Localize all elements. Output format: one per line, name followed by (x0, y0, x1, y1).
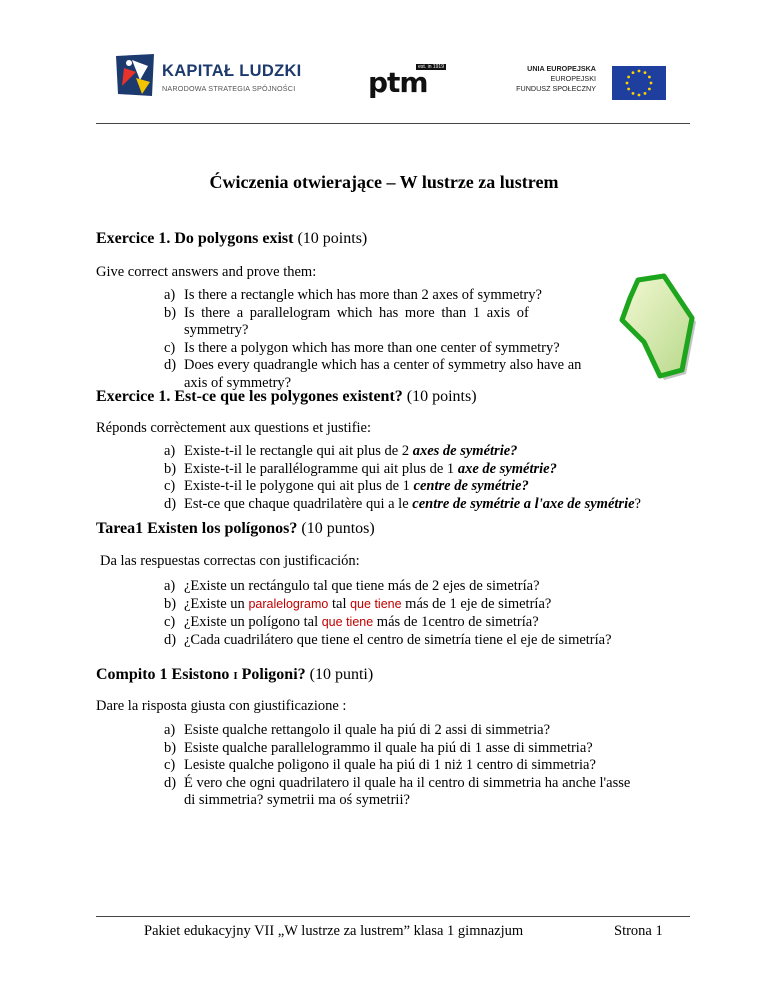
section-4-list (164, 722, 704, 810)
section-1-heading-rest: (10 points) (293, 230, 368, 247)
green-polygon-icon (608, 272, 698, 382)
list-marker: b) (164, 460, 177, 477)
list-item-text: Is there a polygon which has more than one center of symmetry? (184, 339, 560, 356)
ptm-est-label: est. in 1919 (418, 64, 444, 70)
list-marker: c) (164, 614, 176, 630)
list-item (164, 340, 634, 358)
list-item (164, 577, 694, 595)
list-item-text: Esiste qualche parallelogrammo il quale ha piú di 1 asse di simmetria? (184, 739, 593, 756)
eu-line1: UNIA EUROPEJSKA (527, 64, 596, 73)
list-item-text: Existe-t-il le rectangle qui ait plus de 2 (184, 443, 413, 459)
footer-rule (96, 916, 690, 917)
section-3-list (164, 577, 694, 649)
list-item (164, 478, 694, 496)
list-marker: c) (164, 339, 176, 356)
list-item-emphasis: centre de symétrie? (413, 478, 529, 494)
eu-label (500, 64, 596, 94)
section-1-list (164, 287, 634, 392)
kapital-ludzki-title: KAPITAŁ LUDZKI (162, 62, 302, 80)
section-4-intro: Dare la risposta giusta con giustificazione : (96, 698, 347, 714)
list-item-text: tal (328, 596, 351, 612)
list-item (164, 595, 694, 613)
list-item-text: É vero che ogni quadrilatero il quale ha il centro di simmetria ha anche l'asse (184, 774, 631, 791)
list-item (164, 461, 694, 479)
list-item (164, 287, 634, 305)
section-3-heading-bold: Tarea1 Existen los polígonos? (96, 520, 298, 537)
list-marker: a) (164, 287, 176, 303)
list-item (164, 775, 704, 793)
list-item-text: Is there a rectangle which has more than 2 axes of symmetry? (184, 287, 542, 303)
list-item-text: más de 1 eje de simetría? (401, 596, 552, 612)
section-3-intro: Da las respuestas correctas con justificación: (100, 553, 360, 569)
list-marker: a) (164, 578, 176, 594)
highlighted-word: que tiene (321, 615, 374, 629)
list-item (164, 740, 704, 758)
footer-left: Pakiet edukacyjny VII „W lustrze za lustrem” klasa 1 gimnazjum (144, 923, 524, 939)
list-item-text: ¿Existe un (184, 596, 249, 612)
section-4-heading-bold2: Poligoni? (241, 666, 306, 683)
kapital-ludzki-logo-icon (114, 52, 158, 98)
list-marker: c) (164, 478, 176, 494)
eu-flag-icon (612, 66, 666, 100)
list-item (164, 357, 634, 375)
list-item-text: Does every quadrangle which has a center of symmetry also have an (184, 357, 582, 373)
list-item-text: Is there a parallelogram which has more than 1 axis of (184, 304, 529, 321)
section-4-heading-small: I (233, 670, 238, 682)
list-item (164, 613, 694, 631)
list-marker: d) (164, 632, 177, 648)
list-item (164, 792, 704, 810)
eu-line2: EUROPEJSKI (550, 74, 596, 83)
list-item (164, 305, 634, 323)
section-4-heading-bold: Compito 1 Esistono (96, 666, 230, 683)
ptm-logo (366, 64, 446, 102)
section-4-heading (96, 666, 373, 684)
list-marker: b) (164, 739, 177, 756)
list-item-text: Existe-t-il le parallélogramme qui ait plus de 1 (184, 460, 458, 477)
section-2-list (164, 443, 694, 513)
list-item-text: ¿Existe un rectángulo tal que tiene más de 2 ejes de simetría? (184, 578, 540, 594)
list-item-emphasis: centre de symétrie a l'axe de symétrie (412, 495, 635, 512)
section-3-heading (96, 520, 375, 538)
list-item-text: Existe-t-il le polygone qui ait plus de 1 (184, 478, 414, 494)
list-item-text: di simmetria? symetrii ma oś symetrii? (184, 792, 410, 808)
highlighted-word: que tiene (350, 597, 402, 611)
section-1-heading (96, 230, 367, 248)
list-marker: b) (164, 596, 177, 612)
list-item-emphasis: axe de symétrie? (457, 460, 557, 477)
section-1-heading-bold: Exercice 1. Do polygons exist (96, 230, 294, 247)
eu-line3: FUNDUSZ SPOŁECZNY (516, 84, 596, 93)
list-item (164, 631, 694, 649)
section-2-intro: Réponds corrèctement aux questions et justifie: (96, 420, 372, 436)
list-marker: d) (164, 495, 177, 512)
list-marker: c) (164, 757, 176, 773)
list-item (164, 722, 704, 740)
section-2-heading-bold: Exercice 1. Est-ce que les polygones existent? (96, 388, 403, 405)
section-1-intro: Give correct answers and prove them: (96, 264, 317, 280)
page-number: Strona 1 (614, 923, 663, 939)
section-2-heading (96, 388, 477, 406)
list-marker: b) (164, 304, 177, 321)
list-marker: d) (164, 357, 177, 373)
list-item-text: Lesiste qualche poligono il quale ha piú di 1 niż 1 centro di simmetria? (184, 757, 596, 773)
ptm-wordmark: ptm (368, 66, 428, 99)
list-item (164, 496, 694, 514)
list-item-text: ¿Cada cuadrilátero que tiene el centro de simetría tiene el eje de simetría? (184, 632, 612, 648)
list-item-suffix: ? (634, 495, 641, 512)
page-title: Ćwiczenia otwierające – W lustrze za lustrem (209, 172, 559, 192)
highlighted-word: paralelogramo (248, 597, 329, 611)
list-item-text: más de 1centro de simetría? (373, 614, 539, 630)
list-item (164, 443, 694, 461)
list-item-text: Esiste qualche rettangolo il quale ha piú di 2 assi di simmetria? (184, 722, 551, 738)
section-2-heading-rest: (10 points) (402, 388, 477, 405)
kapital-ludzki-subtitle: NARODOWA STRATEGIA SPÓJNOŚCI (162, 84, 296, 93)
list-item-text: Est-ce que chaque quadrilatère qui a le (184, 495, 413, 512)
section-4-heading-rest: (10 punti) (305, 666, 374, 683)
list-item (164, 322, 634, 340)
header-rule (96, 123, 690, 124)
list-item-text: ¿Existe un polígono tal (184, 614, 322, 630)
list-marker: a) (164, 722, 176, 738)
list-item-text: symmetry? (184, 322, 249, 338)
list-item (164, 757, 704, 775)
list-marker: d) (164, 774, 177, 791)
list-marker: a) (164, 443, 176, 459)
list-item-text: axis of symmetry? (184, 374, 292, 391)
section-3-heading-rest: (10 puntos) (297, 520, 375, 537)
header (0, 0, 768, 120)
list-item-emphasis: axes de symétrie? (412, 443, 518, 459)
